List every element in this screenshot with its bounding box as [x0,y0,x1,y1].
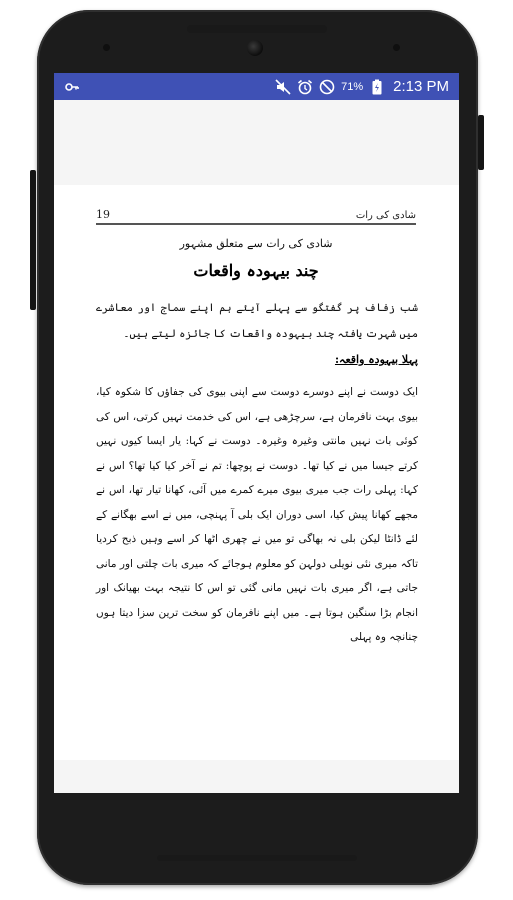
battery-charging-icon [369,79,385,95]
status-bar [54,73,459,100]
top-speaker [187,25,327,33]
proximity-sensor [103,44,110,51]
reader-view[interactable] [54,100,459,793]
running-title: شادی کی رات [355,210,416,221]
bottom-speaker [157,855,357,861]
key-icon [64,79,80,95]
alarm-icon [297,79,313,95]
book-page[interactable] [54,185,459,760]
page-header [96,205,416,225]
mute-icon [275,79,291,95]
screen [54,73,459,793]
do-not-disturb-icon [319,79,335,95]
status-clock: 2:13 PM [393,78,449,95]
intro-paragraph: شب زفاف پر گفتگو سے پہلے آیئے ہم اپنے سماج اور معاشرے میں شہرت یافتہ چند بیہودہ واقعات کا جائزہ لیتے ہیں۔ [96,302,418,340]
front-camera [247,40,263,56]
power-button[interactable] [478,115,484,170]
light-sensor [393,44,400,51]
body-paragraph: ایک دوست نے اپنے دوسرے دوست سے اپنی بیوی کی جفاؤں کا شکوہ کیا، بیوی بہت نافرمان ہے، سرچڑھی ہے، اس کی خدمت نہیں کرتی، اس کی کوئی بات نہیں مانتی وغیرہ وغیرہ۔ دوست نے کہا: یار ایسا کیوں نہیں کرتے جیسا میں نے کیا تھا۔ دوست نے پوچھا: تم نے آخر کیا کیا تھا؟ اس نے کہا: پہلی رات جب میری بیوی میرے کمرے میں آئی، کھانا تیار تھا، اس نے مجھے کھانا پیش کیا، اسی دوران ایک بلی آ پہنچی، میں نے اسے بھگانے کے لئے ڈانٹا لیکن بلی نہ بھاگی تو میں نے چھری اٹھا کر اسے وہیں ذبح کردیا تاکہ میری نئی نویلی دولہن کو معلوم ہوجائے کہ میری بات چلتی اور مانی جاتی ہے، اگر میری بات نہیں مانی گئی تو اس کا نتیجہ بہت بھیانک اور انجام بڑا سنگین ہوتا ہے۔ میں اپنے نافرمان کو سخت ترین سزا دیتا ہوں چنانچہ وہ پہلی [96,386,418,643]
chapter-heading: چند بیہودہ واقعات [193,261,319,280]
section-title: پہلا بیہودہ واقعہ: [334,353,418,366]
page-number: 19 [96,208,110,221]
volume-button[interactable] [30,170,36,310]
chapter-subtitle: شادی کی رات سے متعلق مشہور [179,237,333,250]
battery-percent: 71% [341,80,364,93]
